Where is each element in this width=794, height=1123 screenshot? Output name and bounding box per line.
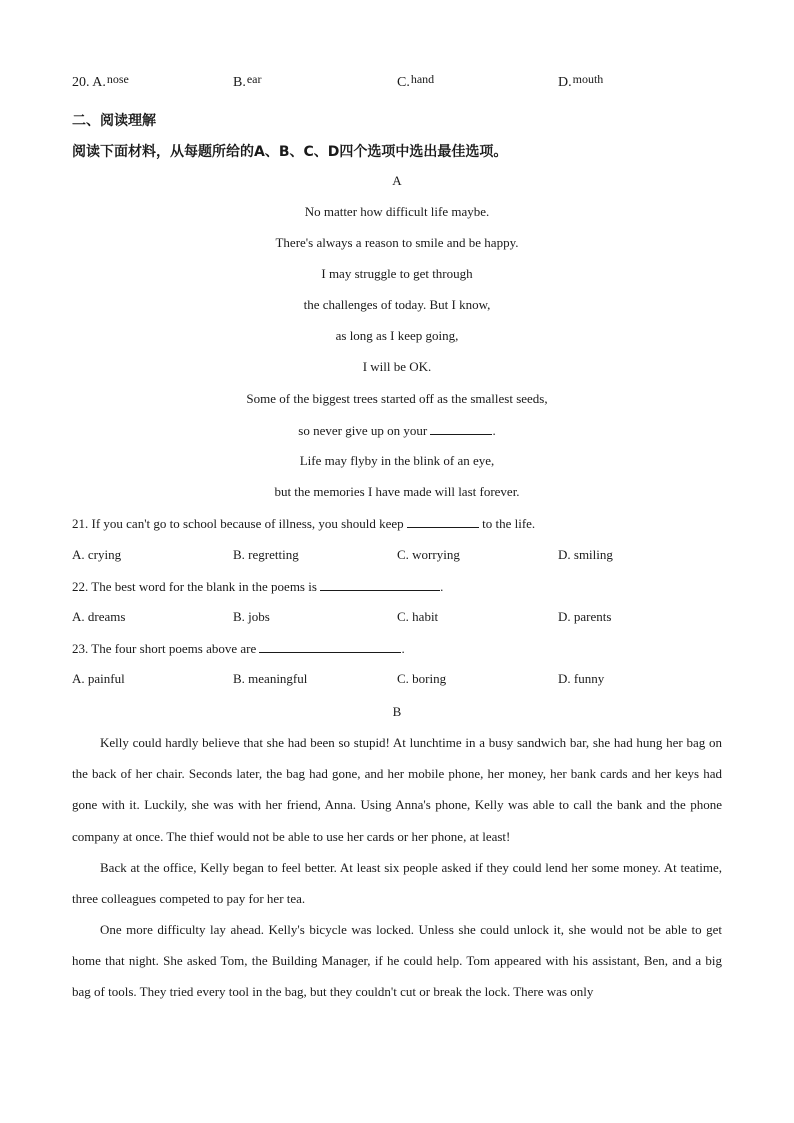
poem-line: I may struggle to get through <box>321 266 473 281</box>
option-d: D. parents <box>558 609 612 624</box>
option-a: A. crying <box>72 547 122 562</box>
option-d: D. funny <box>558 671 605 686</box>
q22-options <box>72 609 722 627</box>
option-c: C.hand <box>397 72 435 90</box>
option-b: B. meaningful <box>233 671 308 686</box>
passage-b-paragraph: Back at the office, Kelly began to feel better. At least six people asked if they could lend her some money. At teatime, three colleagues competed to pay for her tea. <box>72 860 722 907</box>
option-b: B. regretting <box>233 547 299 562</box>
poem-line: the challenges of today. But I know, <box>303 297 491 312</box>
question-22-stem: 22. The best word for the blank in the poems is . <box>72 579 444 594</box>
poem-blank <box>430 422 492 435</box>
answer-blank <box>320 578 440 591</box>
option-c: C. worrying <box>397 547 460 562</box>
option-a: A. dreams <box>72 609 126 624</box>
poem-line: Life may flyby in the blink of an eye, <box>299 453 495 468</box>
passage-a-label: A <box>392 173 402 188</box>
q23-options <box>72 671 722 689</box>
option-a: 20. A.nose <box>72 72 129 90</box>
answer-blank <box>407 515 479 528</box>
option-b: B. jobs <box>233 609 270 624</box>
option-d: D.mouth <box>558 72 604 90</box>
section-instruction: 阅读下面材料，从每题所给的A、B、C、D四个选项中选出最佳选项。 <box>72 144 508 160</box>
poem-line-with-blank: so never give up on your . <box>298 423 496 438</box>
passage-b-label: B <box>392 704 402 719</box>
answer-blank <box>259 640 401 653</box>
poem-line: Some of the biggest trees started off as the smallest seeds, <box>246 391 548 406</box>
q20-options <box>72 74 722 92</box>
section-title: 二、阅读理解 <box>72 113 156 129</box>
q21-options <box>72 547 722 565</box>
option-a: A. painful <box>72 671 125 686</box>
poem-line: No matter how difficult life maybe. <box>304 204 490 219</box>
poem-line: as long as I keep going, <box>335 328 459 343</box>
option-c: C. boring <box>397 671 447 686</box>
option-d: D. smiling <box>558 547 613 562</box>
question-21-stem: 21. If you can't go to school because of illness, you should keep to the life. <box>72 516 536 531</box>
question-23-stem: 23. The four short poems above are . <box>72 641 405 656</box>
passage-b-paragraph: Kelly could hardly believe that she had been so stupid! At lunchtime in a busy sandwich bar, she had hung her bag on the back of her chair. Seconds later, the bag had gone, and her mobile phone, her money, her bank cards and her keys had gone with it. Luckily, she was with her friend, Anna. Using Anna's phone, Kelly was able to call the bank and the phone company at once. The thief would not be able to use her cards or her phone, at least! <box>72 735 722 844</box>
option-b: B.ear <box>233 72 262 90</box>
poem-line: I will be OK. <box>362 359 432 374</box>
poem-line: but the memories I have made will last forever. <box>274 484 520 499</box>
option-c: C. habit <box>397 609 439 624</box>
passage-b-paragraph: One more difficulty lay ahead. Kelly's bicycle was locked. Unless she could unlock it, she would not be able to get home that night. She asked Tom, the Building Manager, if he could help. Tom appeared with his assistant, Ben, and a big bag of tools. They tried every tool in the bag, but they couldn't cut or break the lock. There was only <box>72 922 722 1000</box>
poem-line: There's always a reason to smile and be happy. <box>275 235 519 250</box>
